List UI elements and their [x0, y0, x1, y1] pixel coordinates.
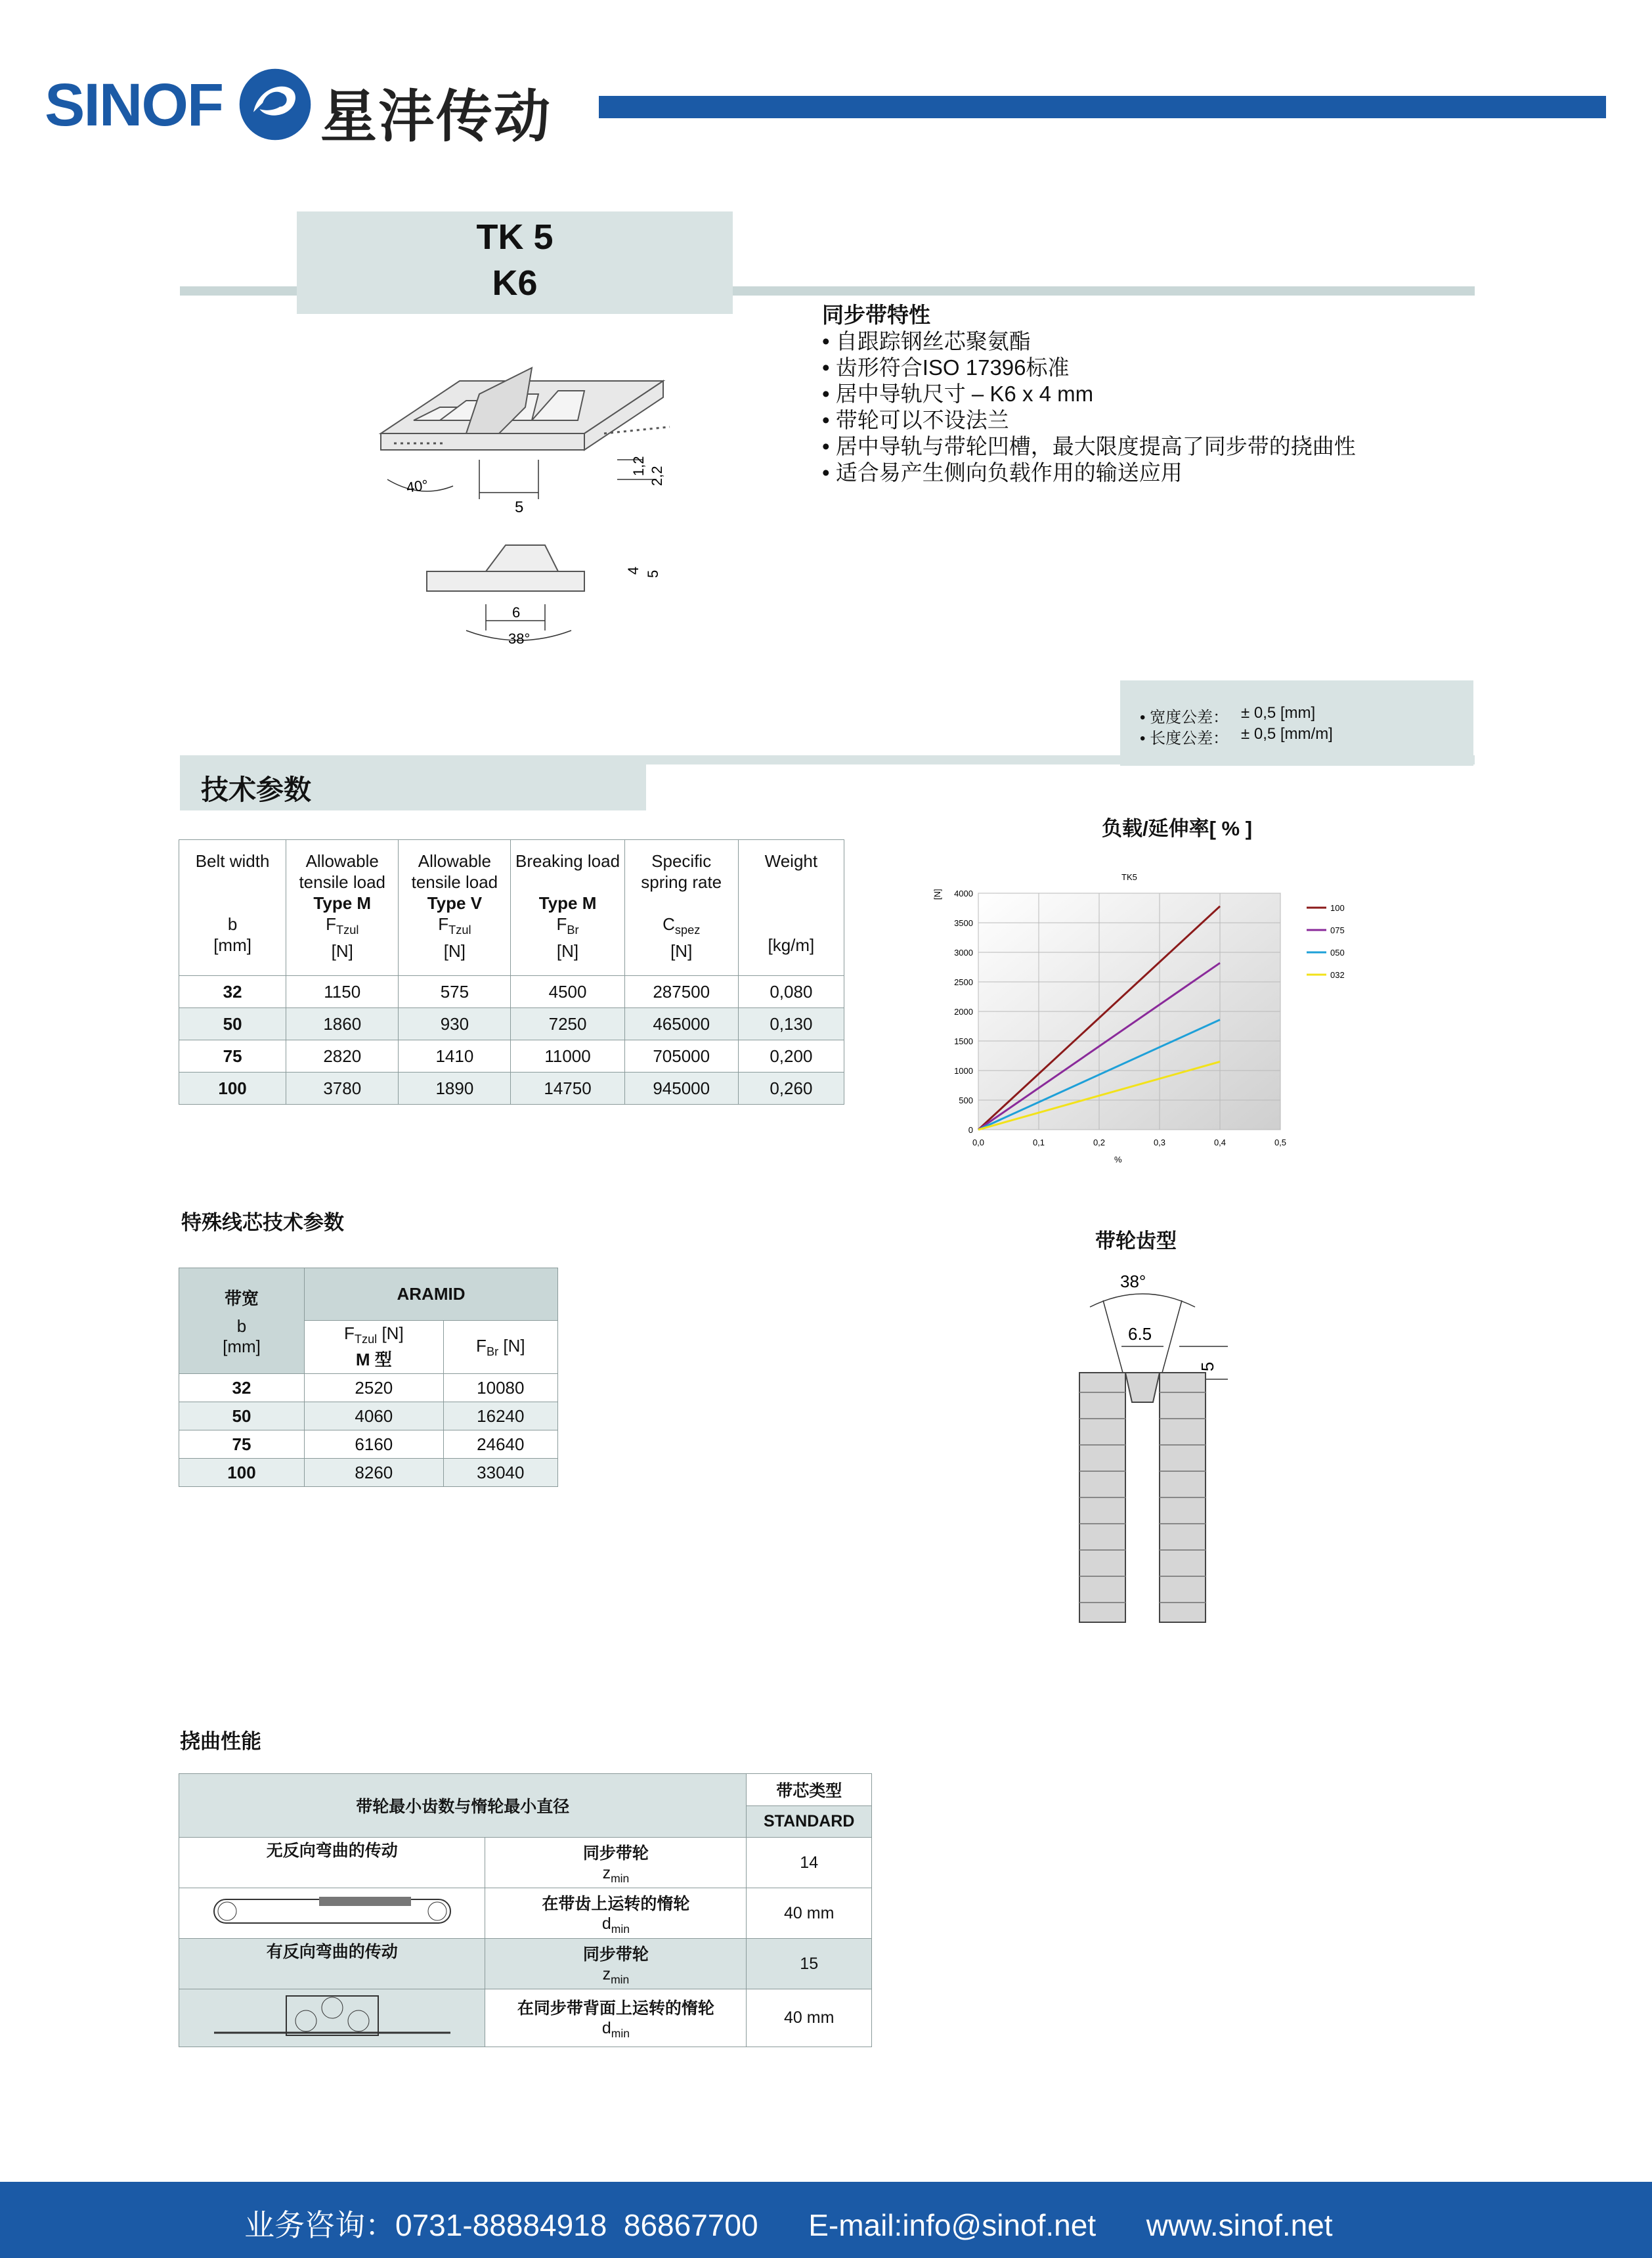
- feature-item: • 带轮可以不设法兰: [822, 407, 1356, 433]
- x-tick-label: 0,4: [1213, 1138, 1227, 1147]
- table-row: 50 1860 930 7250 465000 0,130: [179, 1008, 844, 1040]
- pulley-zmin-value: 15: [747, 1939, 872, 1989]
- special-core-table: [179, 1268, 558, 1487]
- idler-teeth-dmin-value: 40 mm: [747, 1888, 872, 1939]
- header-bar: [599, 96, 1606, 118]
- col-header-spring-rate: Specific spring rate $C_{spez}$ [N]: [624, 840, 738, 976]
- product-title: [297, 211, 733, 314]
- tolerance-box: [1120, 680, 1473, 766]
- product-title-line2: K6: [492, 263, 538, 303]
- x-axis-label: %: [1114, 1155, 1122, 1164]
- belt-pitch-label: 5: [515, 498, 524, 516]
- y-tick-label: 1500: [954, 1036, 973, 1046]
- legend-label: 032: [1330, 970, 1345, 980]
- special-core-title: 特殊线芯技术参数: [181, 1211, 344, 1234]
- brand-logo-icon: [236, 66, 314, 143]
- pulley-zmin-label: 同步带轮 $z_{min}$: [485, 1939, 747, 1989]
- x-tick-label: 0,1: [1032, 1138, 1045, 1147]
- y-tick-label: 4000: [954, 889, 973, 898]
- idler-teeth-dmin-label: 在带齿上运转的惰轮 $d_{min}$: [485, 1888, 747, 1939]
- pulley-profile-drawing: [1064, 1261, 1261, 1629]
- col-header-width: 带宽 b [mm]: [179, 1268, 305, 1374]
- col-header-aramid: ARAMID: [305, 1268, 558, 1321]
- y-tick-label: 3000: [954, 948, 973, 958]
- drive-diagram-icon: [201, 1892, 464, 1931]
- y-tick-label: 500: [959, 1096, 973, 1105]
- y-tick-label: 0: [968, 1125, 973, 1135]
- feature-item: • 居中导轨尺寸 – K6 x 4 mm: [822, 381, 1356, 407]
- col-header-standard: STANDARD: [747, 1805, 872, 1838]
- guide-angle-label: 38°: [508, 631, 531, 647]
- x-tick-label: 0,3: [1153, 1138, 1166, 1147]
- table-row: 100 8260 33040: [179, 1459, 558, 1487]
- flex-performance-title: 挠曲性能: [180, 1730, 261, 1753]
- table-row: 75 2820 1410 11000 705000 0,200: [179, 1040, 844, 1073]
- brand-logo-chinese: 星沣传动: [320, 85, 552, 148]
- feature-item: • 居中导轨与带轮凹槽，最大限度提高了同步带的挠曲性: [822, 433, 1356, 460]
- section-title: 技术参数: [201, 774, 312, 805]
- y-tick-label: 3500: [954, 918, 973, 928]
- col-header-tensile-v: Allowable tensile load Type V $F_{Tzul}$ [N]: [399, 840, 511, 976]
- length-tolerance-value: ± 0,5 [mm/m]: [1241, 725, 1333, 743]
- load-elongation-chart: [932, 841, 1471, 1182]
- guide-width-label: 6: [512, 604, 521, 621]
- reverse-bend-label: 有反向弯曲的传动: [179, 1939, 485, 1989]
- belt-profile-drawing: [368, 328, 683, 657]
- pulley-depth-label: 5: [1198, 1361, 1217, 1371]
- reverse-drive-diagram-icon: [201, 1989, 464, 2042]
- no-reverse-bend-diagram: [179, 1888, 485, 1939]
- y-axis-label: [N]: [932, 889, 942, 900]
- tech-params-table: [179, 839, 844, 1105]
- table-row: 32 2520 10080: [179, 1374, 558, 1402]
- brand-logo-text: SINOF: [45, 72, 223, 139]
- product-title-line1: TK 5: [476, 217, 554, 257]
- length-tolerance-label: • 长度公差：: [1140, 730, 1229, 747]
- chart-title: 负载/延伸率[ % ]: [1102, 817, 1253, 840]
- pulley-width-label: 6.5: [1128, 1324, 1152, 1344]
- legend-label: 075: [1330, 925, 1345, 935]
- feature-heading: 同步带特性: [822, 303, 930, 327]
- legend-label: 100: [1330, 903, 1345, 913]
- feature-list: [822, 302, 1356, 486]
- x-tick-label: 0,5: [1274, 1138, 1287, 1147]
- pulley-zmin-label: 同步带轮 $z_{min}$: [485, 1838, 747, 1888]
- width-tolerance-value: ± 0,5 [mm]: [1241, 704, 1316, 722]
- width-tolerance-label: • 宽度公差：: [1140, 709, 1229, 726]
- idler-back-dmin-value: 40 mm: [747, 1989, 872, 2047]
- table-row: 100 3780 1890 14750 945000 0,260: [179, 1073, 844, 1105]
- col-header-weight: Weight [kg/m]: [738, 840, 844, 976]
- legend-label: 050: [1330, 948, 1345, 958]
- reverse-bend-diagram: [179, 1989, 485, 2047]
- feature-item: • 齿形符合ISO 17396标准: [822, 355, 1356, 381]
- col-header-fbr: $F_{Br}$ [N]: [443, 1321, 557, 1374]
- belt-angle-label: 40°: [405, 476, 429, 496]
- table-row: 50 4060 16240: [179, 1402, 558, 1430]
- belt-dim-b-label: 2,2: [649, 466, 665, 486]
- idler-back-dmin-label: 在同步带背面上运转的惰轮 $d_{min}$: [485, 1989, 747, 2047]
- table-row: 32 1150 575 4500 287500 0,080: [179, 976, 844, 1008]
- table-row: 75 6160 24640: [179, 1430, 558, 1459]
- flex-performance-table: [179, 1773, 872, 2047]
- col-header-min-teeth: 带轮最小齿数与惰轮最小直径: [179, 1774, 747, 1838]
- x-tick-label: 0,2: [1093, 1138, 1106, 1147]
- col-header-tensile-m: Allowable tensile load Type M $F_{Tzul}$ [N]: [286, 840, 399, 976]
- pulley-zmin-value: 14: [747, 1838, 872, 1888]
- guide-h2-label: 5: [645, 569, 661, 578]
- y-tick-label: 2000: [954, 1007, 973, 1017]
- footer-contact: 业务咨询：0731-88884918 86867700 E-mail:info@sinof.net www.sinof.net: [244, 2208, 1333, 2242]
- y-tick-label: 2500: [954, 977, 973, 987]
- belt-dim-a-label: 1,2: [630, 456, 647, 476]
- pulley-angle-label: 38°: [1120, 1272, 1146, 1291]
- feature-item: • 自跟踪钢丝芯聚氨酯: [822, 328, 1356, 355]
- col-header-ftzul: $F_{Tzul}$ [N] M 型: [305, 1321, 444, 1374]
- chart-subtitle: TK5: [1121, 872, 1137, 882]
- pulley-profile-title: 带轮齿型: [1095, 1229, 1177, 1252]
- col-header-breaking-load: Breaking load Type M $F_{Br}$ [N]: [511, 840, 624, 976]
- col-header-belt-width: Belt width b [mm]: [179, 840, 286, 976]
- guide-h1-label: 4: [625, 566, 641, 575]
- col-header-core-type: 带芯类型: [747, 1774, 872, 1806]
- no-reverse-bend-label: 无反向弯曲的传动: [179, 1838, 485, 1888]
- x-tick-label: 0,0: [972, 1138, 985, 1147]
- feature-item: • 适合易产生侧向负载作用的输送应用: [822, 460, 1356, 486]
- y-tick-label: 1000: [954, 1066, 973, 1076]
